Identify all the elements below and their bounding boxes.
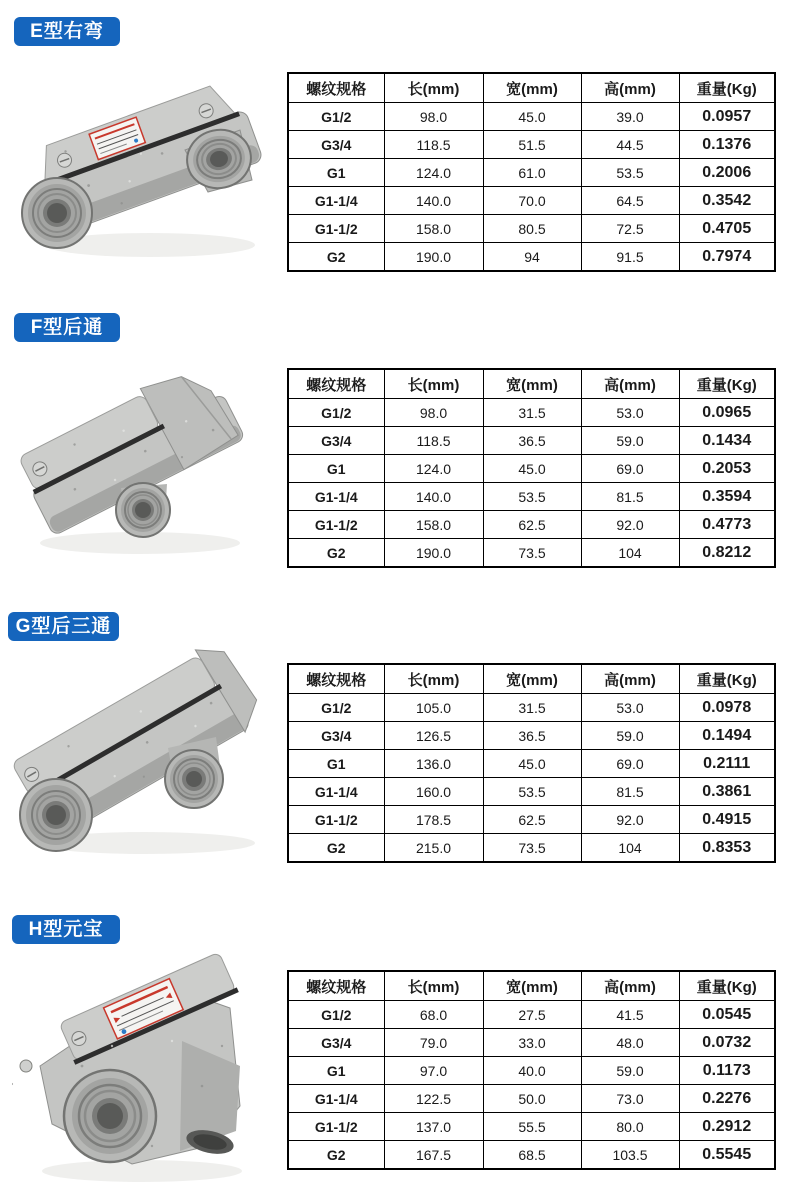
cell-width: 68.5 — [483, 1141, 581, 1170]
table-row — [288, 131, 775, 159]
table-row — [288, 806, 775, 834]
cell-height: 39.0 — [581, 103, 679, 131]
table-row — [288, 834, 775, 863]
cell-weight: 0.4705 — [679, 215, 775, 243]
cell-length: 140.0 — [384, 483, 483, 511]
cell-weight: 0.0545 — [679, 1001, 775, 1029]
cell-length: 140.0 — [384, 187, 483, 215]
spec-table-e — [287, 72, 776, 272]
cell-height: 53.0 — [581, 694, 679, 722]
cell-length: 160.0 — [384, 778, 483, 806]
table-row — [288, 215, 775, 243]
section-badge: F型后通 — [14, 313, 120, 342]
cell-width: 94 — [483, 243, 581, 272]
threaded-port-left — [22, 178, 92, 248]
table-row — [288, 778, 775, 806]
product-photo-f-back-through — [15, 348, 277, 563]
threaded-port-center — [165, 750, 223, 808]
table-row — [288, 159, 775, 187]
table-row — [288, 1057, 775, 1085]
table-row — [288, 399, 775, 427]
cell-weight: 0.2912 — [679, 1113, 775, 1141]
cell-weight: 0.4915 — [679, 806, 775, 834]
spec-table-h — [287, 970, 776, 1170]
cell-weight: 0.2111 — [679, 750, 775, 778]
cell-height: 80.0 — [581, 1113, 679, 1141]
cell-spec: G1-1/2 — [288, 1113, 384, 1141]
cell-weight: 0.2006 — [679, 159, 775, 187]
section-g-back-tee — [0, 595, 800, 898]
cell-spec: G1-1/4 — [288, 1085, 384, 1113]
product-photo-e-right-bend — [15, 55, 285, 267]
section-badge: G型后三通 — [8, 612, 119, 641]
cell-width: 31.5 — [483, 399, 581, 427]
cell-width: 70.0 — [483, 187, 581, 215]
table-row — [288, 1113, 775, 1141]
cell-spec: G1/2 — [288, 399, 384, 427]
cell-spec: G1 — [288, 159, 384, 187]
table-row — [288, 694, 775, 722]
col-header-width: 宽(mm) — [483, 664, 581, 694]
cell-length: 126.5 — [384, 722, 483, 750]
col-header-length: 长(mm) — [384, 664, 483, 694]
col-header-spec: 螺纹规格 — [288, 369, 384, 399]
section-badge: E型右弯 — [14, 17, 120, 46]
cell-height: 69.0 — [581, 455, 679, 483]
table-row — [288, 455, 775, 483]
cell-length: 167.5 — [384, 1141, 483, 1170]
cell-height: 81.5 — [581, 483, 679, 511]
cell-height: 92.0 — [581, 806, 679, 834]
cell-spec: G1 — [288, 750, 384, 778]
table-row — [288, 103, 775, 131]
cell-spec: G2 — [288, 539, 384, 568]
cell-height: 92.0 — [581, 511, 679, 539]
section-badge: H型元宝 — [12, 915, 120, 944]
col-header-weight: 重量(Kg) — [679, 664, 775, 694]
threaded-port-left — [20, 779, 92, 851]
table-row — [288, 1141, 775, 1170]
cell-spec: G1-1/4 — [288, 483, 384, 511]
section-e-right-bend — [0, 0, 800, 296]
cell-weight: 0.3594 — [679, 483, 775, 511]
threaded-port-front — [116, 483, 170, 537]
table-row — [288, 1085, 775, 1113]
table-header-row — [288, 73, 775, 103]
cell-height: 104 — [581, 834, 679, 863]
table-header-row — [288, 664, 775, 694]
cell-width: 45.0 — [483, 103, 581, 131]
col-header-width: 宽(mm) — [483, 73, 581, 103]
cell-spec: G1/2 — [288, 1001, 384, 1029]
cell-spec: G1-1/4 — [288, 187, 384, 215]
cell-height: 41.5 — [581, 1001, 679, 1029]
spec-table-f — [287, 368, 776, 568]
cell-height: 53.5 — [581, 159, 679, 187]
cell-height: 103.5 — [581, 1141, 679, 1170]
cell-width: 61.0 — [483, 159, 581, 187]
cell-weight: 0.0732 — [679, 1029, 775, 1057]
cell-length: 158.0 — [384, 511, 483, 539]
cell-spec: G1 — [288, 1057, 384, 1085]
cell-height: 64.5 — [581, 187, 679, 215]
spec-table-g — [287, 663, 776, 863]
cell-length: 118.5 — [384, 427, 483, 455]
table-row — [288, 483, 775, 511]
table-row — [288, 243, 775, 272]
cell-height: 81.5 — [581, 778, 679, 806]
cell-length: 97.0 — [384, 1057, 483, 1085]
cell-weight: 0.3861 — [679, 778, 775, 806]
cell-weight: 0.0978 — [679, 694, 775, 722]
table-row — [288, 1001, 775, 1029]
cell-width: 45.0 — [483, 455, 581, 483]
cell-width: 53.5 — [483, 778, 581, 806]
table-row — [288, 187, 775, 215]
cell-length: 124.0 — [384, 159, 483, 187]
cell-length: 79.0 — [384, 1029, 483, 1057]
table-row — [288, 750, 775, 778]
cell-weight: 0.1173 — [679, 1057, 775, 1085]
cell-spec: G1/2 — [288, 103, 384, 131]
cell-height: 48.0 — [581, 1029, 679, 1057]
cell-width: 73.5 — [483, 834, 581, 863]
cell-width: 62.5 — [483, 806, 581, 834]
cell-length: 98.0 — [384, 103, 483, 131]
col-header-weight: 重量(Kg) — [679, 369, 775, 399]
col-header-height: 高(mm) — [581, 971, 679, 1001]
cell-spec: G1-1/2 — [288, 215, 384, 243]
cell-length: 158.0 — [384, 215, 483, 243]
cell-weight: 0.3542 — [679, 187, 775, 215]
cell-spec: G2 — [288, 243, 384, 272]
cell-spec: G1-1/2 — [288, 511, 384, 539]
cell-length: 215.0 — [384, 834, 483, 863]
cell-length: 124.0 — [384, 455, 483, 483]
cell-width: 50.0 — [483, 1085, 581, 1113]
col-header-height: 高(mm) — [581, 664, 679, 694]
cell-height: 59.0 — [581, 427, 679, 455]
table-row — [288, 511, 775, 539]
cell-height: 59.0 — [581, 722, 679, 750]
product-photo-h-yuanbao — [12, 946, 267, 1191]
col-header-spec: 螺纹规格 — [288, 664, 384, 694]
cell-spec: G3/4 — [288, 722, 384, 750]
cell-spec: G1-1/4 — [288, 778, 384, 806]
cell-height: 59.0 — [581, 1057, 679, 1085]
cell-weight: 0.5545 — [679, 1141, 775, 1170]
cell-width: 62.5 — [483, 511, 581, 539]
cell-weight: 0.1494 — [679, 722, 775, 750]
cell-spec: G3/4 — [288, 131, 384, 159]
table-row — [288, 722, 775, 750]
cell-weight: 0.8212 — [679, 539, 775, 568]
cell-weight: 0.2276 — [679, 1085, 775, 1113]
table-row — [288, 427, 775, 455]
cell-length: 68.0 — [384, 1001, 483, 1029]
cell-length: 98.0 — [384, 399, 483, 427]
cell-width: 36.5 — [483, 722, 581, 750]
cell-width: 27.5 — [483, 1001, 581, 1029]
col-header-spec: 螺纹规格 — [288, 971, 384, 1001]
cell-weight: 0.0965 — [679, 399, 775, 427]
col-header-width: 宽(mm) — [483, 971, 581, 1001]
side-bolt — [20, 1060, 32, 1072]
cell-height: 91.5 — [581, 243, 679, 272]
cell-weight: 0.7974 — [679, 243, 775, 272]
table-header-row — [288, 369, 775, 399]
col-header-weight: 重量(Kg) — [679, 73, 775, 103]
table-row — [288, 539, 775, 568]
cell-weight: 0.1376 — [679, 131, 775, 159]
cell-spec: G1/2 — [288, 694, 384, 722]
cell-weight: 0.2053 — [679, 455, 775, 483]
col-header-height: 高(mm) — [581, 369, 679, 399]
cell-length: 178.5 — [384, 806, 483, 834]
cell-width: 73.5 — [483, 539, 581, 568]
table-header-row — [288, 971, 775, 1001]
cell-width: 53.5 — [483, 483, 581, 511]
cell-spec: G2 — [288, 1141, 384, 1170]
cell-spec: G1 — [288, 455, 384, 483]
cell-spec: G3/4 — [288, 427, 384, 455]
cell-height: 73.0 — [581, 1085, 679, 1113]
cell-length: 190.0 — [384, 539, 483, 568]
cell-width: 31.5 — [483, 694, 581, 722]
cell-weight: 0.8353 — [679, 834, 775, 863]
cell-spec: G3/4 — [288, 1029, 384, 1057]
section-f-back-through — [0, 296, 800, 595]
cell-weight: 0.1434 — [679, 427, 775, 455]
cell-width: 45.0 — [483, 750, 581, 778]
cell-length: 136.0 — [384, 750, 483, 778]
cell-height: 44.5 — [581, 131, 679, 159]
cell-spec: G1-1/2 — [288, 806, 384, 834]
cell-height: 53.0 — [581, 399, 679, 427]
threaded-port-front — [64, 1070, 156, 1162]
col-header-length: 长(mm) — [384, 971, 483, 1001]
col-header-weight: 重量(Kg) — [679, 971, 775, 1001]
photo-shadow — [42, 1160, 242, 1182]
cell-width: 51.5 — [483, 131, 581, 159]
cell-height: 69.0 — [581, 750, 679, 778]
cell-spec: G2 — [288, 834, 384, 863]
col-header-length: 长(mm) — [384, 369, 483, 399]
cell-width: 40.0 — [483, 1057, 581, 1085]
cell-length: 105.0 — [384, 694, 483, 722]
cell-height: 104 — [581, 539, 679, 568]
table-row — [288, 1029, 775, 1057]
product-photo-g-back-tee — [10, 645, 282, 860]
cell-weight: 0.0957 — [679, 103, 775, 131]
col-header-width: 宽(mm) — [483, 369, 581, 399]
cell-width: 33.0 — [483, 1029, 581, 1057]
cell-width: 80.5 — [483, 215, 581, 243]
cell-weight: 0.4773 — [679, 511, 775, 539]
cell-height: 72.5 — [581, 215, 679, 243]
col-header-spec: 螺纹规格 — [288, 73, 384, 103]
cell-length: 118.5 — [384, 131, 483, 159]
col-header-length: 长(mm) — [384, 73, 483, 103]
cell-length: 137.0 — [384, 1113, 483, 1141]
cell-length: 190.0 — [384, 243, 483, 272]
cell-width: 55.5 — [483, 1113, 581, 1141]
col-header-height: 高(mm) — [581, 73, 679, 103]
cell-length: 122.5 — [384, 1085, 483, 1113]
cell-width: 36.5 — [483, 427, 581, 455]
section-h-yuanbao — [0, 898, 800, 1198]
